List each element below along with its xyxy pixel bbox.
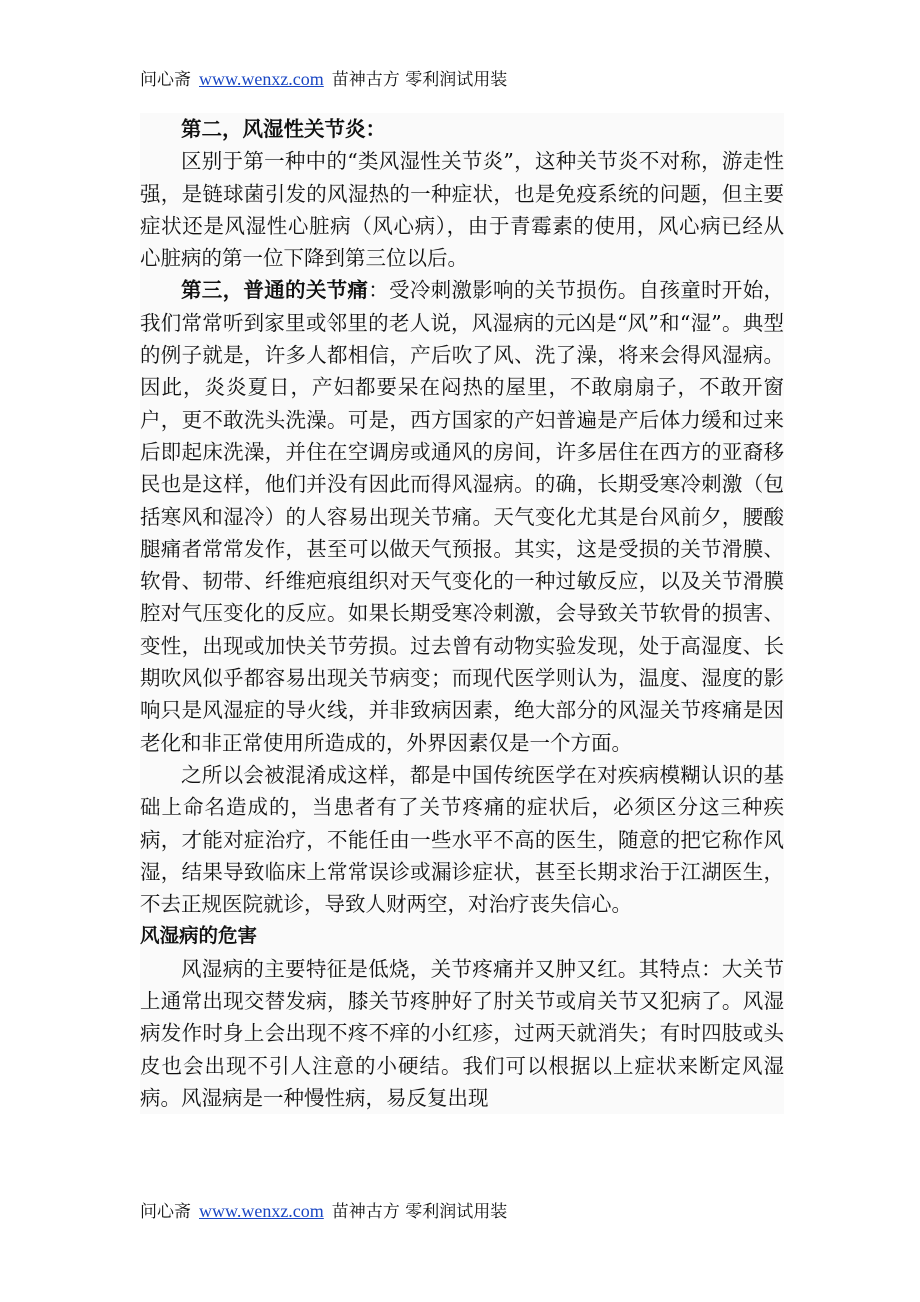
section2-title: 第二，风湿性关节炎： (181, 117, 386, 141)
page-header (140, 64, 507, 94)
header-site-link[interactable]: www.wenxz.com (199, 69, 324, 89)
header-slogan: 苗神古方 零利润试用装 (331, 70, 508, 90)
section3-text: ：受冷刺激影响的关节损伤。自孩童时开始，我们常常听到家里或邻里的老人说，风湿病的元凶是“风”和“湿”。典型的例子就是，许多人都相信，产后吹了风、洗了澡，将来会得风湿病。因此，炎炎夏日，产妇都要呆在闷热的屋里，不敢扇扇子，不敢开窗户，更不敢洗头洗澡。可是，西方国家的产妇普遍是产后体力缓和过来后即起床洗澡，并住在空调房或通风的房间，许多居住在西方的亚裔移民也是这样，他们并没有因此而得风湿病。的确，长期受寒冷刺激（包括寒风和湿冷）的人容易出现关节痛。天气变化尤其是台风前夕，腰酸腿痛者常常发作，甚至可以做天气预报。其实，这是受损的关节滑膜、软骨、韧带、纤维疤痕组织对天气变化的一种过敏反应，以及关节滑膜腔对气压变化的反应。如果长期受寒冷刺激，会导致关节软骨的损害、变性，出现或加快关节劳损。过去曾有动物实验发现，处于高湿度、长期吹风似乎都容易出现关节病变；而现代医学则认为，温度、湿度的影响只是风湿症的导火线，并非致病因素，绝大部分的风湿关节疼痛是因老化和非正常使用所造成的，外界因素仅是一个方面。 (140, 278, 785, 755)
section2-paragraph: 区别于第一种中的“类风湿性关节炎”，这种关节炎不对称，游走性强，是链球菌引发的风湿热的一种症状，也是免疫系统的问题，但主要症状还是风湿性心脏病（风心病），由于青霉素的使用，风心病已经从心脏病的第一位下降到第三位以后。 (140, 149, 784, 271)
document-body (140, 113, 784, 1114)
page-footer (140, 1196, 507, 1226)
confusion-paragraph: 之所以会被混淆成这样，都是中国传统医学在对疾病模糊认识的基础上命名造成的，当患者有了关节疼痛的症状后，必须区分这三种疾病，才能对症治疗，不能任由一些水平不高的医生，随意的把它称作风湿，结果导致临床上常常误诊或漏诊症状，甚至长期求治于江湖医生，不去正规医院就诊，导致人财两空，对治疗丧失信心。 (140, 762, 784, 917)
harm-paragraph: 风湿病的主要特征是低烧，关节疼痛并又肿又红。其特点：大关节上通常出现交替发病，膝关节疼肿好了肘关节或肩关节又犯病了。风湿病发作时身上会出现不疼不痒的小红疹，过两天就消失；有时四肢或头皮也会出现不引人注意的小硬结。我们可以根据以上症状来断定风湿病。风湿病是一种慢性病，易反复出现 (140, 956, 784, 1110)
harm-heading: 风湿病的危害 (140, 924, 258, 948)
footer-site-link[interactable]: www.wenxz.com (199, 1201, 324, 1221)
section3-paragraph (140, 274, 784, 758)
section3-lead: 第三，普通的关节痛 (181, 278, 369, 303)
footer-slogan: 苗神古方 零利润试用装 (331, 1202, 508, 1222)
footer-site-name: 问心斋 (140, 1202, 191, 1222)
header-site-name: 问心斋 (140, 70, 191, 90)
